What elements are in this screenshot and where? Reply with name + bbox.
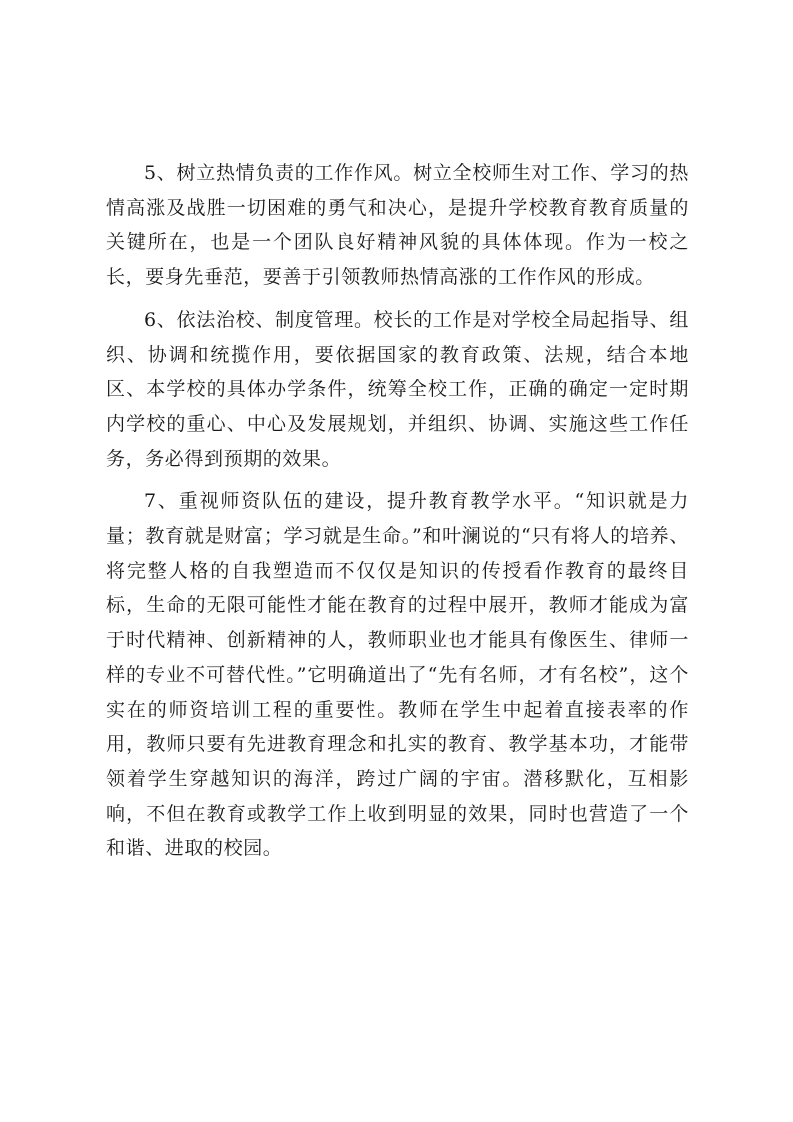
document-body xyxy=(106,156,689,874)
paragraph-6-rule-of-law: 6、依法治校、制度管理。校长的工作是对学校全局起指导、组织、协调和统揽作用，要依据国家的教育政策、法规，结合本地区、本学校的具体办学条件，统筹全校工作，正确的确定一定时期内学校的重心、中心及发展规划，并组织、协调、实施这些工作任务，务必得到预期的效果。 xyxy=(106,308,689,470)
paragraph-7-teacher-team: 7、重视师资队伍的建设，提升教育教学水平。“知识就是力量；教育就是财富；学习就是生命。”和叶澜说的“只有将人的培养、将完整人格的自我塑造而不仅仅是知识的传授看作教育的最终目标，生命的无限可能性才能在教育的过程中展开，教师才能成为富于时代精神、创新精神的人，教师职业也才能具有像医生、律师一样的专业不可替代性。”它明确道出了“先有名师，才有名校”，这个实在的师资培训工程的重要性。教师在学生中起着直接表率的作用，教师只要有先进教育理念和扎实的教育、教学基本功，才能带领着学生穿越知识的海洋，跨过广阔的宇宙。潜移默化，互相影响，不但在教育或教学工作上收到明显的效果，同时也营造了一个和谐、进取的校园。 xyxy=(106,490,689,860)
paragraph-5-work-style: 5、树立热情负责的工作作风。树立全校师生对工作、学习的热情高涨及战胜一切困难的勇气和决心，是提升学校教育教育质量的关键所在，也是一个团队良好精神风貌的具体体现。作为一校之长，要身先垂范，要善于引领教师热情高涨的工作作风的形成。 xyxy=(106,162,689,289)
